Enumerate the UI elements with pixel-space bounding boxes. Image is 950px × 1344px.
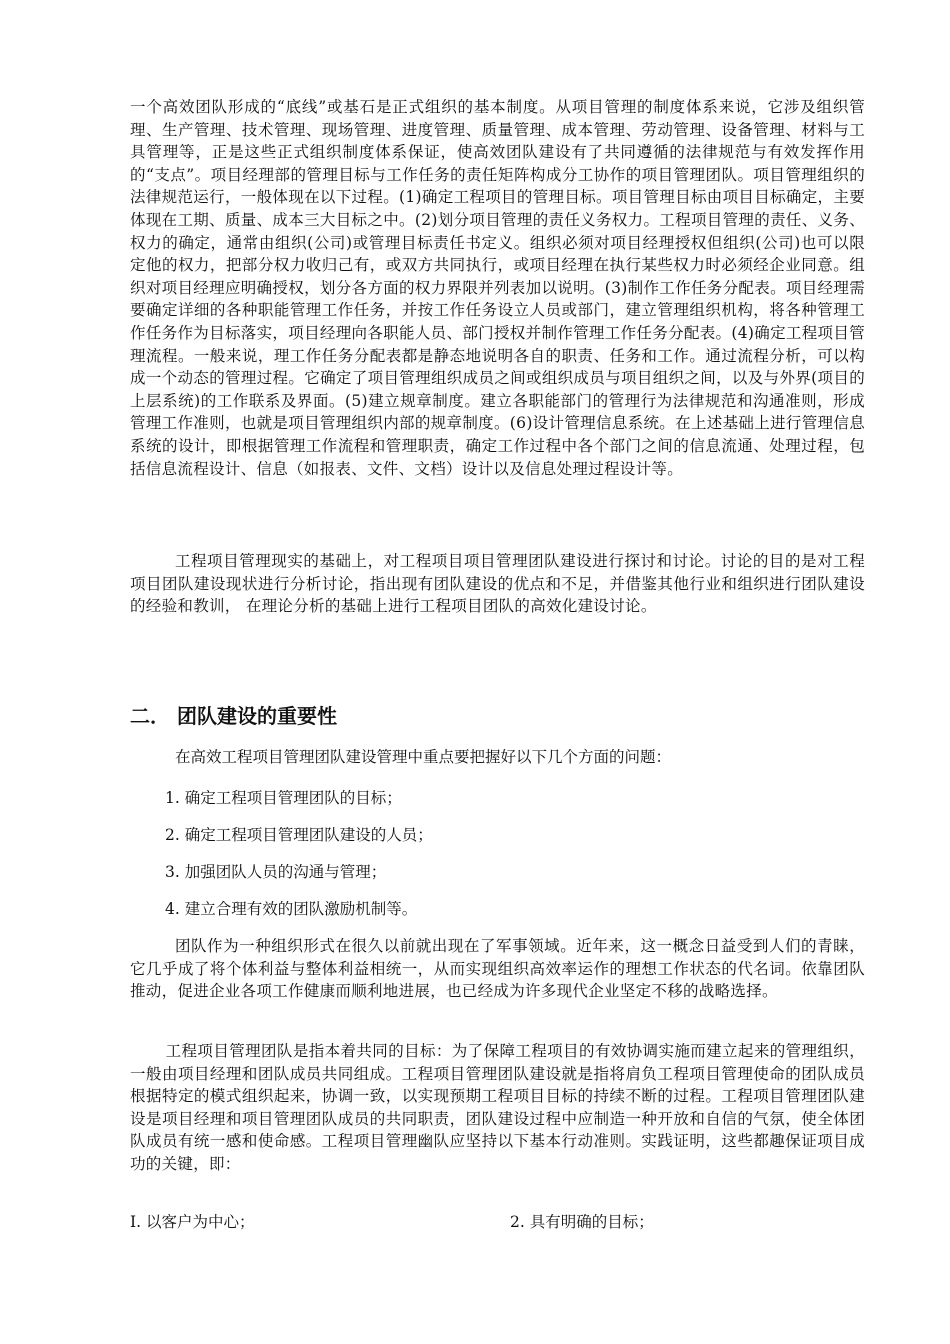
paragraph-team-definition: 工程项目管理团队是指本着共同的目标：为了保障工程项目的有效协调实施而建立起来的管理组织，一般由项目经理和团队成员共同组成。工程项目管理团队建设就是指将肩负工程项目管理使命的团队成员根据特定的模式组织起来，协调一致，以实现预期工程项目目标的持续不断的过程。工程项目管理团队建设是项目经理和项目管理团队成员的共同职责，团队建设过程中应制造一种开放和自信的气氛，使全体团队成员有统一感和使命感。工程项目管理幽队应坚持以下基本行动准则。实践证明，这些都趣保证项目成功的关键，即： (130, 1042, 865, 1173)
list-item-1: 1. 确定工程项目管理团队的目标； (165, 789, 402, 807)
paragraph-team-history: 团队作为一种组织形式在很久以前就出现在了军事领域。近年来，这一概念日益受到人们的青睐，它几乎成了将个体利益与整体利益相统一，从而实现组织高效率运作的理想工作状态的代名词。依靠团队推动，促进企业各项工作健康而顺利地进展，也已经成为许多现代企业坚定不移的战略选择。 (130, 937, 865, 1001)
list-intro: 在高效工程项目管理团队建设管理中重点要把握好以下几个方面的问题： (175, 748, 672, 766)
list-item-2: 2. 确定工程项目管理团队建设的人员； (165, 826, 433, 844)
list-item-3: 3. 加强团队人员的沟通与管理； (165, 863, 387, 881)
section-heading: 二． 团队建设的重要性 (130, 704, 337, 728)
paragraph-institutional-basis: 一个高效团队形成的“底线”或基石是正式组织的基本制度。从项目管理的制度体系来说，它涉及组织管理、生产管理、技术管理、现场管理、进度管理、质量管理、成本管理、劳动管理、设备管理、材料与工具管理等，正是这些正式组织制度体系保证，使高效团队建设有了共同遵循的法律规范与有效发挥作用的“支点”。项目经理部的管理目标与工作任务的责任矩阵构成分工协作的项目管理团队。项目管理组织的法律规范运行，一般体现在以下过程。(1)确定工程项目的管理目标。项目管理目标由项目目标确定，主要体现在工期、质量、成本三大目标之中。(2)划分项目管理的责任义务权力。工程项目管理的责任、义务、权力的确定，通常由组织(公司)或管理目标责任书定义。组织必须对项目经理授权但组织(公司)也可以限定他的权力，把部分权力收归己有，或双方共同执行，或项目经理在执行某些权力时必须经企业同意。组织对项目经理应明确授权，划分各方面的权力界限并列表加以说明。(3)制作工作任务分配表。项目经理需要确定详细的各种职能管理工作任务，并按工作任务设立人员或部门，建立管理组织机构，将各种管理工作任务作为目标落实，项目经理向各职能人员、部门授权并制作管理工作任务分配表。(4)确定工程项目管理流程。一般来说，理工作任务分配表都是静态地说明各自的职责、任务和工作。通过流程分析，可以构成一个动态的管理过程。它确定了项目管理组织成员之间或组织成员与项目组织之间，以及与外界(项目的上层系统)的工作联系及界面。(5)建立规章制度。建立各职能部门的管理行为法律规范和沟通准则，形成管理工作准则，也就是项目管理组织内部的规章制度。(6)设计管理信息系统。在上述基础上进行管理信息系统的设计，即根据管理工作流程和管理职责，确定工作过程中各个部门之间的信息流通、处理过程，包括信息流程设计、信息（如报表、文件、文档）设计以及信息处理过程设计等。 (130, 98, 865, 478)
paragraph-discussion-purpose: 工程项目管理现实的基础上，对工程项目项目管理团队建设进行探讨和讨论。讨论的目的是对工程项目团队建设现状进行分析讨论，指出现有团队建设的优点和不足，并借鉴其他行业和组织进行团队建设的经验和教训， 在理论分析的基础上进行工程项目团队的高效化建设讨论。 (130, 552, 865, 616)
principle-item-2: 2. 具有明确的目标； (510, 1213, 654, 1231)
list-item-4: 4. 建立合理有效的团队激励机制等。 (165, 900, 418, 918)
principle-item-1: I. 以客户为中心； (130, 1213, 255, 1231)
